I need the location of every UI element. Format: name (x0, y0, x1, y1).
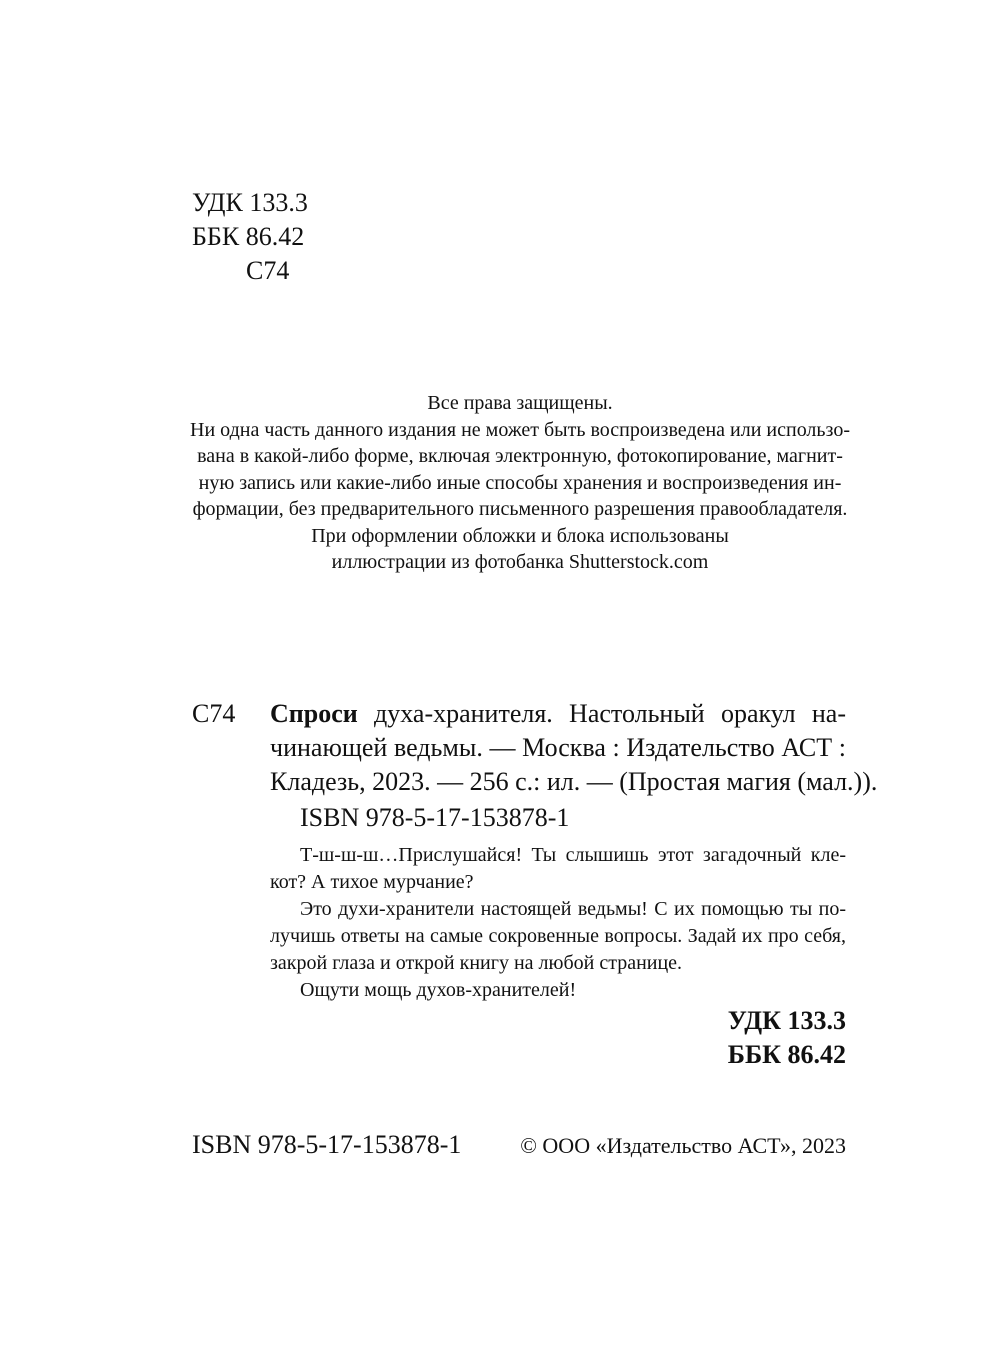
rights-line: формации, без предварительного письменного разрешения правообладателя. (192, 498, 848, 520)
catalog-isbn: ISBN 978-5-17-153878-1 (300, 803, 570, 832)
catalog-title-rest: духа-хранителя. Настольный оракул на- (357, 699, 846, 728)
author-sign: С74 (246, 256, 290, 285)
rights-line: вана в какой-либо форме, включая электронную, фотокопирование, магнит- (197, 445, 843, 467)
catalog-title-bold: Спроси (270, 699, 358, 728)
classification-block-top (192, 186, 308, 288)
abstract-line: Т-ш-ш-ш…Прислушайся! Ты слышишь этот загадочный кле- (300, 844, 846, 866)
abstract (270, 842, 846, 1004)
catalog-entry-line: чинающей ведьмы. — Москва : Издательство АСТ : (270, 733, 846, 762)
bbk-code: ББК 86.42 (727, 1040, 846, 1069)
abstract-line: Ощути мощь духов-хранителей! (300, 979, 577, 1001)
catalog-author-sign: С74 (192, 699, 236, 728)
bbk-code: ББК 86.42 (192, 222, 305, 251)
abstract-line: Это духи-хранители настоящей ведьмы! С их помощью ты по- (300, 898, 846, 920)
footer-isbn: ISBN 978-5-17-153878-1 (192, 1130, 462, 1159)
classification-block-bottom (728, 1004, 846, 1072)
rights-line: Ни одна часть данного издания не может быть воспроизведена или использо- (190, 418, 850, 441)
footer-copyright: © ООО «Издательство АСТ», 2023 (520, 1133, 846, 1158)
rights-line: иллюстрации из фотобанка Shutterstock.com (331, 551, 709, 573)
rights-notice (185, 390, 855, 576)
catalog-entry (270, 697, 878, 835)
rights-line: При оформлении обложки и блока использованы (311, 524, 729, 547)
udk-code: УДК 133.3 (727, 1006, 846, 1035)
abstract-line: кот? А тихое мурчание? (270, 871, 474, 893)
rights-line: Все права защищены. (427, 392, 613, 414)
rights-line: ную запись или какие-либо иные способы хранения и воспроизведения ин- (198, 471, 842, 494)
abstract-line: закрой глаза и открой книгу на любой странице. (270, 952, 683, 974)
abstract-line: лучишь ответы на самые сокровенные вопросы. Задай их про себя, (270, 925, 846, 947)
catalog-entry-line (270, 697, 846, 731)
catalog-entry-line: Кладезь, 2023. — 256 с.: ил. — (Простая магия (мал.)). (270, 767, 878, 796)
udk-code: УДК 133.3 (192, 188, 308, 217)
